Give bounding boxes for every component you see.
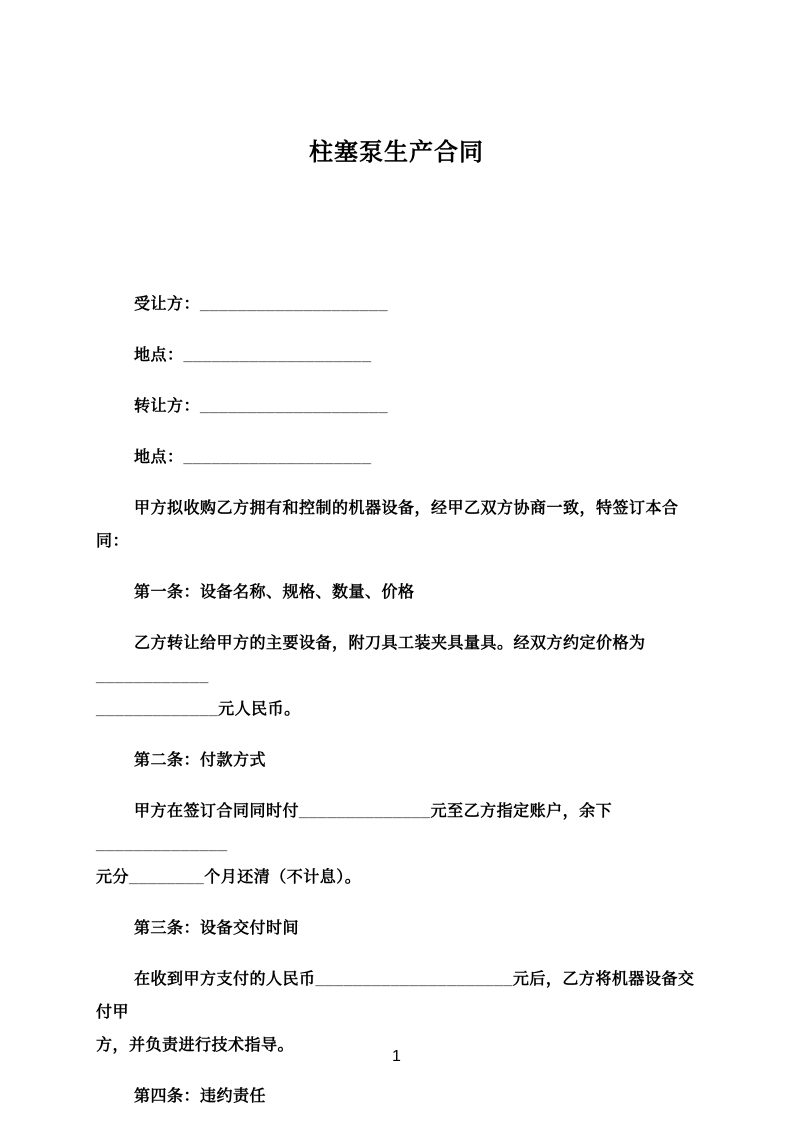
article-4-heading	[96, 1080, 697, 1113]
document-body	[96, 288, 697, 1113]
transferor-location-line: 地点：____________________	[134, 449, 372, 466]
article-2-body	[96, 795, 697, 894]
page-number: 1	[392, 1048, 401, 1065]
article-4-heading-line: 第四条：违约责任	[134, 1088, 267, 1105]
article-2-heading	[96, 744, 697, 777]
article-1-heading	[96, 576, 697, 609]
article-2-heading-line: 第二条：付款方式	[134, 752, 267, 769]
article-3-heading-line: 第三条：设备交付时间	[134, 920, 300, 937]
party-transferee-row	[96, 288, 697, 321]
article-1-body-line-2: _____________元人民币。	[96, 701, 301, 718]
party-transferor-row	[96, 390, 697, 423]
article-1-body	[96, 627, 697, 726]
party-transferor-line: 转让方：____________________	[134, 398, 388, 415]
transferee-location-row	[96, 339, 697, 372]
party-transferee-line: 受让方：____________________	[134, 296, 388, 313]
preamble-line: 甲方拟收购乙方拥有和控制的机器设备，经甲乙双方协商一致，特签订本合同：	[96, 500, 679, 550]
article-3-heading	[96, 912, 697, 945]
preamble-paragraph	[96, 492, 697, 558]
article-2-body-line-2: 元分________个月还清（不计息）。	[96, 869, 362, 886]
article-1-heading-line: 第一条：设备名称、规格、数量、价格	[134, 584, 415, 601]
article-1-body-line-1: 乙方转让给甲方的主要设备，附刀具工装夹具量具。经双方约定价格为____________	[96, 635, 646, 685]
article-3-body-line-1: 在收到甲方支付的人民币_____________________元后，乙方将机器设备交付甲	[96, 971, 695, 1021]
article-3-body-line-2: 方，并负责进行技术指导。	[96, 1037, 295, 1054]
transferor-location-row	[96, 441, 697, 474]
transferee-location-line: 地点：____________________	[134, 347, 372, 364]
article-2-body-line-1: 甲方在签订合同同时付______________元至乙方指定账户，余下______________	[96, 803, 613, 853]
document-title: 柱塞泵生产合同	[309, 139, 484, 166]
